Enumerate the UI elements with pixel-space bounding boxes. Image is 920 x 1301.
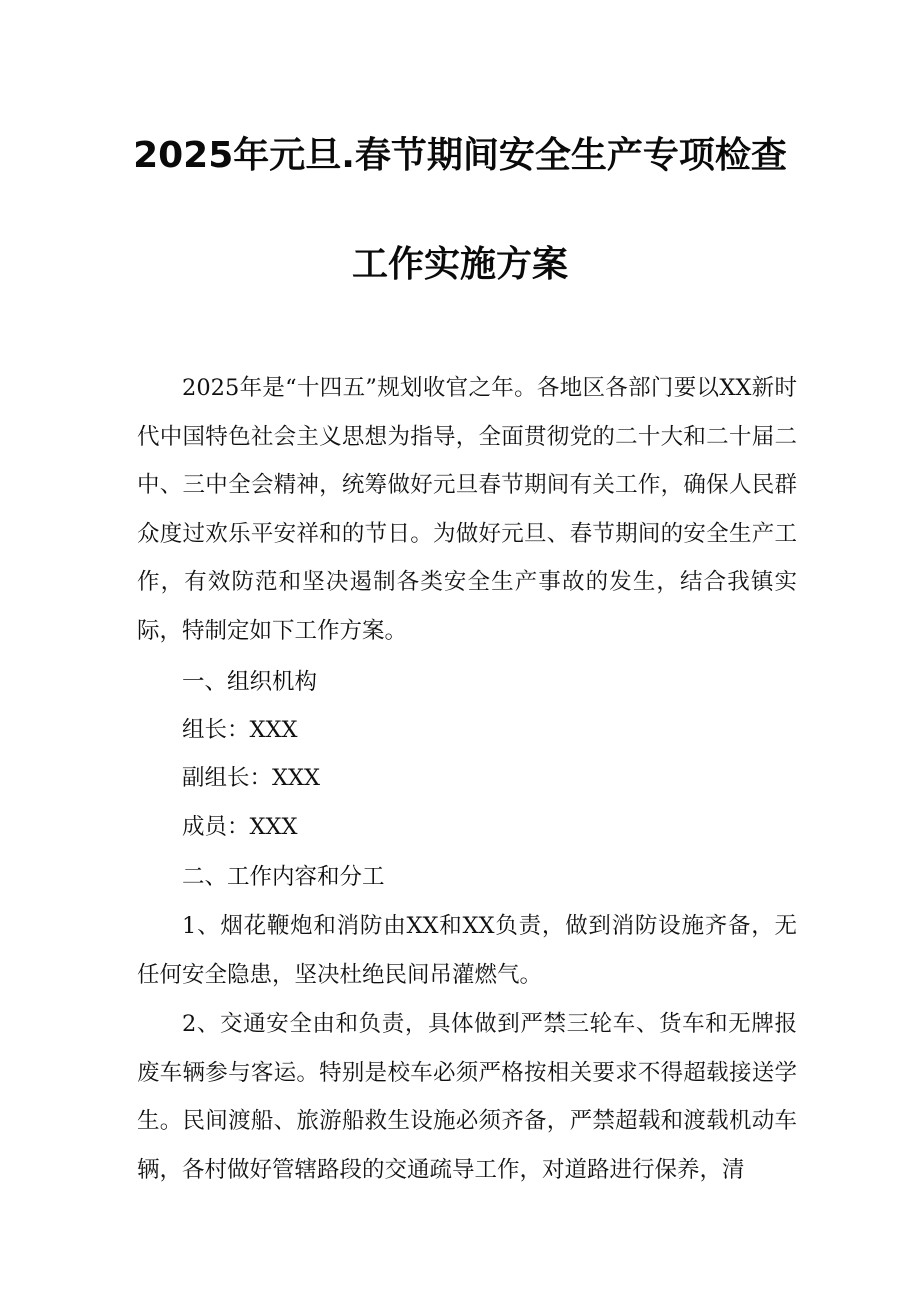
document-title-line-2: 工作实施方案 bbox=[351, 244, 568, 285]
intro-paragraph: 2025年是“十四五”规划收官之年。各地区各部门要以XX新时代中国特色社会主义思想为指导，全面贯彻党的二十大和二十届二中、三中全会精神，统筹做好元旦春节期间有关工作，确保人民群众度过欢乐平安祥和的节日。为做好元旦、春节期间的安全生产工作，有效防范和坚决遏制各类安全生产事故的发生，结合我镇实际，特制定如下工作方案。 bbox=[137, 375, 797, 644]
work-item-fireworks: 1、烟花鞭炮和消防由XX和XX负责，做到消防设施齐备，无任何安全隐患，坚决杜绝民间吊灌燃气。 bbox=[137, 913, 797, 988]
leader-line: 组长：XXX bbox=[182, 717, 298, 743]
section-heading-organization: 一、组织机构 bbox=[182, 669, 318, 695]
work-item-traffic: 2、交通安全由和负责，具体做到严禁三轮车、货车和无牌报废车辆参与客运。特别是校车必须严格按相关要求不得超载接送学生。民间渡船、旅游船救生设施必须齐备，严禁超载和渡载机动车辆，各村做好管辖路段的交通疏导工作，对道路进行保养，清 bbox=[137, 1011, 797, 1183]
deputy-leader-line: 副组长：XXX bbox=[182, 765, 321, 791]
section-heading-work-content: 二、工作内容和分工 bbox=[182, 864, 385, 890]
document-title-line-1: 2025年元旦.春节期间安全生产专项检查 bbox=[133, 135, 787, 176]
members-line: 成员：XXX bbox=[182, 814, 298, 840]
